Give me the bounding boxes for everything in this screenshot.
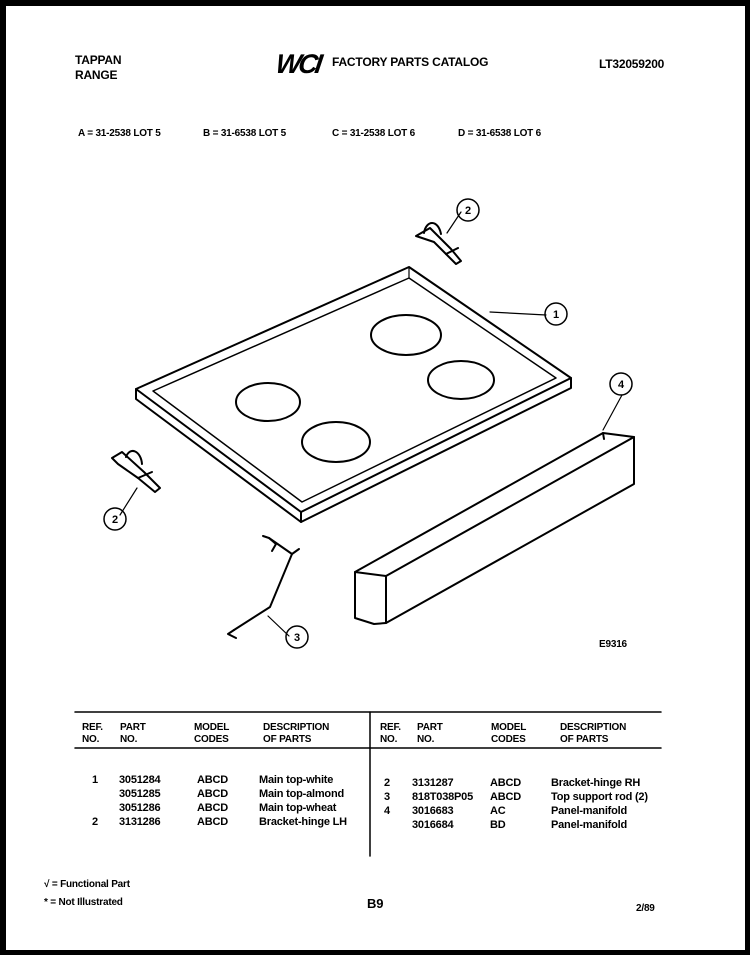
left-model-column — [197, 773, 228, 829]
product-name: RANGE — [75, 68, 118, 82]
header-part-no-left: PART NO. — [120, 722, 146, 745]
table-cell: 3051286 — [119, 802, 161, 814]
table-cell: Panel-manifold — [551, 805, 628, 817]
table-cell — [384, 818, 390, 832]
callout-2-top: 2 — [464, 205, 472, 217]
table-cell: BD — [490, 819, 506, 831]
table-cell: AC — [490, 805, 506, 817]
right-ref-column — [384, 776, 390, 832]
table-cell: 3051284 — [119, 774, 161, 786]
header-model-codes-left: MODEL CODES — [194, 722, 229, 745]
left-description-column — [259, 773, 347, 829]
left-ref-column — [92, 773, 98, 829]
header-model-codes-right: MODEL CODES — [491, 722, 526, 745]
page-number: B9 — [367, 896, 384, 911]
table-cell: Bracket-hinge RH — [551, 777, 641, 789]
header-ref-no-right: REF. NO. — [380, 722, 401, 745]
table-cell: Top support rod (2) — [551, 791, 648, 803]
table-cell: ABCD — [197, 774, 228, 786]
table-cell: 3131286 — [119, 816, 161, 828]
table-cell: 3016683 — [412, 805, 454, 817]
right-model-column — [490, 776, 521, 832]
table-cell: 3016684 — [412, 819, 454, 831]
table-cell: ABCD — [197, 802, 228, 814]
header-ref-no-left: REF. NO. — [82, 722, 103, 745]
table-cell — [92, 801, 98, 815]
right-part-column — [412, 776, 473, 832]
table-cell: 3131287 — [412, 777, 454, 789]
hinge-bracket-left — [112, 451, 160, 492]
table-cell: 2 — [384, 777, 390, 789]
header-description-right: DESCRIPTION OF PARTS — [560, 722, 627, 745]
table-cell: ABCD — [197, 816, 228, 828]
model-c: C = 31-2538 LOT 6 — [332, 128, 416, 139]
table-cell: Main top-almond — [259, 788, 344, 800]
wci-logo: WCI — [273, 49, 322, 79]
callout-1: 1 — [552, 309, 560, 321]
left-part-column — [119, 773, 160, 829]
table-cell: ABCD — [490, 777, 521, 789]
table-cell: 4 — [384, 805, 390, 817]
table-cell: Bracket-hinge LH — [259, 816, 347, 828]
table-cell: 3051285 — [119, 788, 161, 800]
callout-4: 4 — [617, 379, 625, 391]
hinge-bracket-right — [416, 223, 461, 264]
model-d: D = 31-6538 LOT 6 — [458, 128, 542, 139]
legend-functional-part: √ = Functional Part — [44, 879, 130, 890]
manifold-panel — [355, 433, 634, 624]
model-a: A = 31-2538 LOT 5 — [78, 128, 161, 139]
catalog-page — [6, 6, 745, 950]
table-cell: 1 — [92, 774, 98, 786]
header-part-no-right: PART NO. — [417, 722, 443, 745]
model-b: B = 31-6538 LOT 5 — [203, 128, 287, 139]
table-cell: 2 — [92, 816, 98, 828]
figure-code: E9316 — [599, 639, 627, 650]
table-cell: ABCD — [490, 791, 521, 803]
table-cell — [92, 787, 98, 801]
table-cell: 3 — [384, 791, 390, 803]
callout-3: 3 — [293, 632, 301, 644]
table-cell: 818T038P05 — [412, 791, 473, 803]
header-description-left: DESCRIPTION OF PARTS — [263, 722, 330, 745]
leader-lines — [120, 212, 622, 636]
legend-not-illustrated: * = Not Illustrated — [44, 897, 123, 908]
callout-2-left: 2 — [111, 514, 119, 526]
right-description-column — [551, 776, 648, 832]
revision-date: 2/89 — [636, 903, 655, 914]
brand-name: TAPPAN — [75, 53, 122, 67]
table-cell: Panel-manifold — [551, 819, 628, 831]
catalog-number: LT32059200 — [599, 57, 665, 71]
table-cell: ABCD — [197, 788, 228, 800]
main-top — [136, 267, 571, 522]
table-cell: Main top-white — [259, 774, 334, 786]
catalog-title: FACTORY PARTS CATALOG — [332, 55, 489, 69]
table-cell: Main top-wheat — [259, 802, 337, 814]
support-rod — [228, 536, 299, 638]
